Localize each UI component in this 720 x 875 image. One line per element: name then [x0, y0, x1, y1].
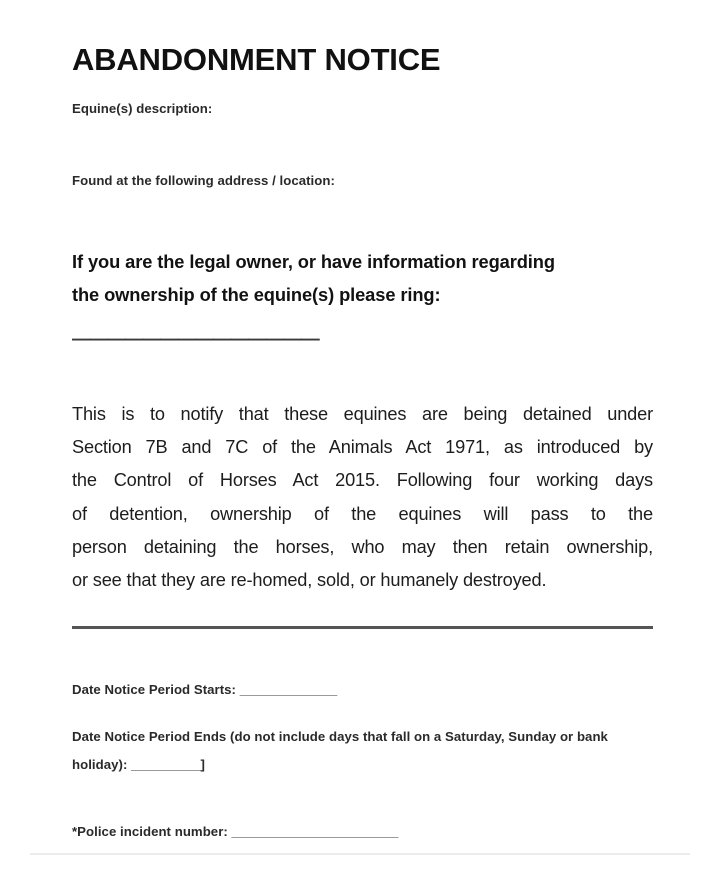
date-notice-starts-row — [72, 682, 337, 697]
date-notice-ends-label: Date Notice Period Ends (do not include days that fall on a Saturday, Sunday or bank holiday): — [72, 729, 608, 772]
detention-notice-paragraph — [72, 398, 653, 597]
date-notice-ends-bracket: ] — [200, 757, 205, 772]
police-incident-label: *Police incident number: — [72, 824, 228, 839]
detention-notice-line-6: or see that they are re-homed, sold, or humanely destroyed. — [72, 570, 547, 591]
date-notice-starts-label: Date Notice Period Starts: — [72, 682, 236, 697]
owner-notice-line-2: the ownership of the equine(s) please ring: — [72, 284, 441, 305]
date-notice-ends-input[interactable]: __________ — [131, 757, 201, 772]
police-incident-input[interactable]: ________________________ — [231, 824, 398, 839]
date-notice-ends-row — [72, 723, 650, 779]
detention-notice-line-3: the Control of Horses Act 2015. Following four working days — [72, 470, 653, 491]
detention-notice-line-2: Section 7B and 7C of the Animals Act 1971, as introduced by — [72, 437, 653, 458]
detention-notice-line-5: person detaining the horses, who may then retain ownership, — [72, 536, 653, 557]
page-bottom-edge — [30, 853, 690, 855]
date-notice-starts-input[interactable]: ______________ — [239, 682, 337, 697]
equine-description-label: Equine(s) description: — [72, 101, 213, 116]
found-at-location-label: Found at the following address / location: — [72, 173, 335, 188]
contact-number-blank: —————————————— — [72, 329, 319, 350]
page-title: ABANDONMENT NOTICE — [72, 42, 441, 77]
detention-notice-line-4: of detention, ownership of the equines will pass to the — [72, 503, 653, 524]
owner-notice-line-1: If you are the legal owner, or have information regarding — [72, 251, 555, 272]
section-divider — [72, 626, 653, 629]
owner-contact-notice — [72, 245, 642, 311]
detention-notice-line-1: This is to notify that these equines are being detained under — [72, 404, 653, 424]
police-incident-row — [72, 824, 398, 839]
